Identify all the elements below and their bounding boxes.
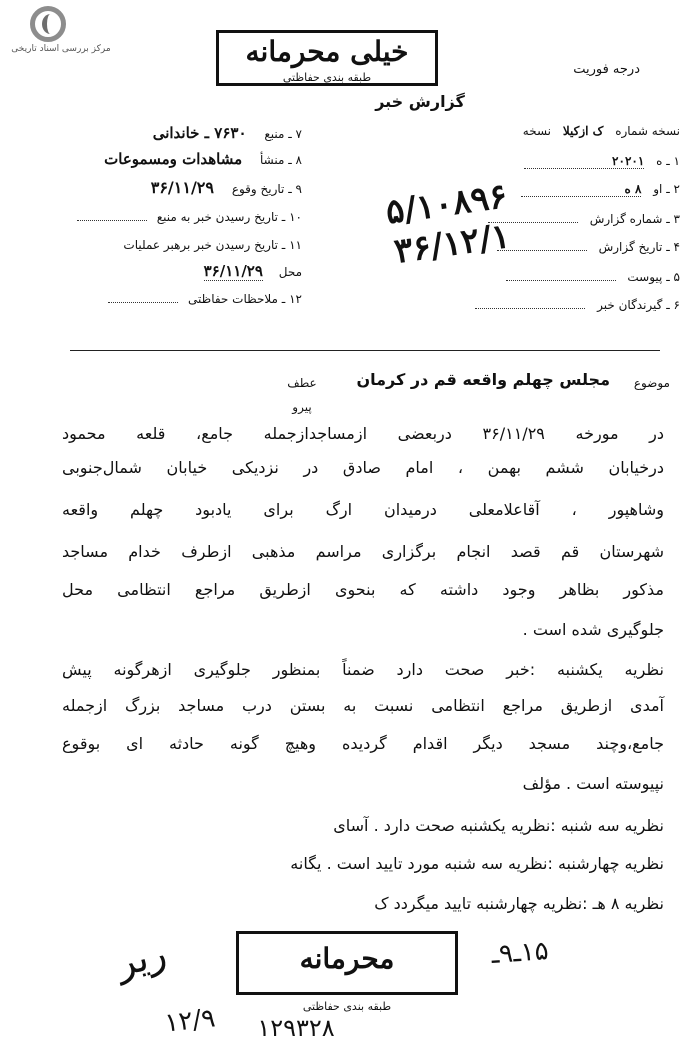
source-label: ۷ ـ منبع <box>264 127 302 141</box>
body-line: شهرستان قم قصد انجام برگزاری مراسم مذهبی ازطرف خدام مساجد <box>62 542 664 561</box>
report-title: گزارش خبر <box>375 92 465 111</box>
received-by-source-field <box>77 210 302 224</box>
copy-number-field <box>523 124 680 138</box>
stamp-top-subtitle: طبقه بندی حفاظتی <box>282 71 372 84</box>
body-line: نپیوسته است . مؤلف <box>522 774 664 793</box>
body-line: در مورخه ۳۶/۱۱/۲۹ دربعضی ازمساجدازجمله جامع، قلعه محمود <box>62 424 665 443</box>
subject-text: مجلس چهلم واقعه قم در کرمان <box>356 370 610 389</box>
handwritten-number: ۵/۱۰۸۹۶ <box>383 175 510 233</box>
field-2 <box>521 182 680 197</box>
reference-peyro-label: پیرو <box>292 400 312 414</box>
classification-stamp-bottom <box>236 931 458 995</box>
source-field <box>153 124 302 142</box>
received-by-source-label: ۱۰ ـ تاریخ رسیدن خبر به منبع <box>156 210 302 224</box>
field-6-value <box>475 308 585 309</box>
reference-atf-label: عطف <box>287 376 317 390</box>
body-line: آمدی ازطریق مراجع انتظامی نسبت به بستن درب مساجد بزرگ ازجمله <box>62 696 664 715</box>
field-2-value: ۸ ه <box>521 182 641 197</box>
event-date-field <box>151 178 302 197</box>
field-5-value <box>506 280 616 281</box>
copy-number-label: نسخه شماره <box>615 124 680 138</box>
body-line: درخیابان ششم بهمن ، امام صادق در نزدیکی خیابان شمال‌جنوبی <box>62 458 664 477</box>
security-notes-field <box>108 292 302 306</box>
body-line: مذکور بظاهر وجود داشته که بنحوی ازطریق مراجع انتظامی محل <box>62 580 664 599</box>
origin-label: ۸ ـ منشأ <box>259 153 302 167</box>
handwritten-scrawl: ۱۵ـ۹ـ <box>490 936 550 970</box>
handwritten-footer-date: ۱۲/۹ <box>163 1003 217 1039</box>
opinion-line: نظریه چهارشنبه :نظریه سه شنبه مورد تایید است . یگانه <box>290 854 664 873</box>
field-5-label: ۵ ـ پیوست <box>627 270 680 284</box>
field-3-label: ۳ ـ شماره گزارش <box>589 212 680 226</box>
location-label: محل <box>278 265 302 279</box>
archive-logo-icon <box>30 6 66 42</box>
section-divider <box>70 350 660 351</box>
handwritten-date: ۳۶/۱۲/۱ <box>391 215 513 272</box>
field-5 <box>506 270 680 284</box>
body-line: نظریه یکشنبه :خبر صحت دارد ضمناً بمنظور جلوگیری ازهرگونه پیش <box>62 660 664 679</box>
urgency-label: درجه فوریت <box>573 62 640 77</box>
location-field <box>204 262 302 280</box>
subject-label: موضوع <box>633 376 670 390</box>
field-2-label: ۲ ـ او <box>653 182 680 196</box>
body-line: جامع،وچند مسجد دیگر اقدام گردیده وهیچ گونه حادثه ای بوقوع <box>62 734 664 753</box>
copy-number-value: ک ازکیلا <box>562 124 604 138</box>
security-notes-label: ۱۲ ـ ملاحظات حفاظتی <box>188 292 302 306</box>
field-4-label: ۴ ـ تاریخ گزارش <box>598 240 680 254</box>
stamp-top-title: خیلی محرمانه <box>245 35 409 68</box>
location-value: ۳۶/۱۱/۲۹ <box>203 262 263 280</box>
received-by-leader-field <box>123 238 302 252</box>
security-notes-value <box>108 302 178 303</box>
received-by-leader-label: ۱۱ ـ تاریخ رسیدن خبر برهبر عملیات <box>123 238 302 252</box>
field-6 <box>475 298 680 312</box>
event-date-label: ۹ ـ تاریخ وقوع <box>231 182 302 196</box>
classification-stamp-top <box>216 30 438 86</box>
stamp-bottom-subtitle: طبقه بندی حفاظتی <box>302 1000 392 1013</box>
opinion-line: نظریه سه شنبه :نظریه یکشنبه صحت دارد . آسای <box>333 816 664 835</box>
field-1-label: ۱ ـ ه <box>656 154 680 168</box>
body-line: جلوگیری شده است . <box>522 620 664 639</box>
handwritten-footer-number: ۱۲۹۳۲۸ <box>257 1014 335 1042</box>
opinion-line: نظریه ۸ هـ :نظریه چهارشنبه تایید میگردد ک <box>374 894 664 913</box>
logo-text: مرکز بررسی اسناد تاریخی <box>11 44 111 54</box>
field-1-value: ۲۰۲۰۱ <box>524 154 644 169</box>
received-by-source-value <box>77 220 147 221</box>
source-value: ۷۶۳۰ ـ خاندانی <box>152 124 247 142</box>
field-6-label: ۶ ـ گیرندگان خبر <box>597 298 680 312</box>
stamp-bottom-title: محرمانه <box>299 942 395 975</box>
body-line: وشاهپور ، آقاعلامعلی درمیدان ارگ برای یادبود چهلم واقعه <box>62 500 664 519</box>
field-1 <box>524 154 680 169</box>
event-date-value: ۳۶/۱۱/۲۹ <box>150 178 214 197</box>
origin-value: مشاهدات ومسموعات <box>104 150 243 168</box>
handwritten-signature: ریر <box>111 930 171 986</box>
origin-field <box>104 150 302 168</box>
handwritten-report-number <box>355 172 546 286</box>
copy-number-suffix: نسخه <box>522 124 552 138</box>
